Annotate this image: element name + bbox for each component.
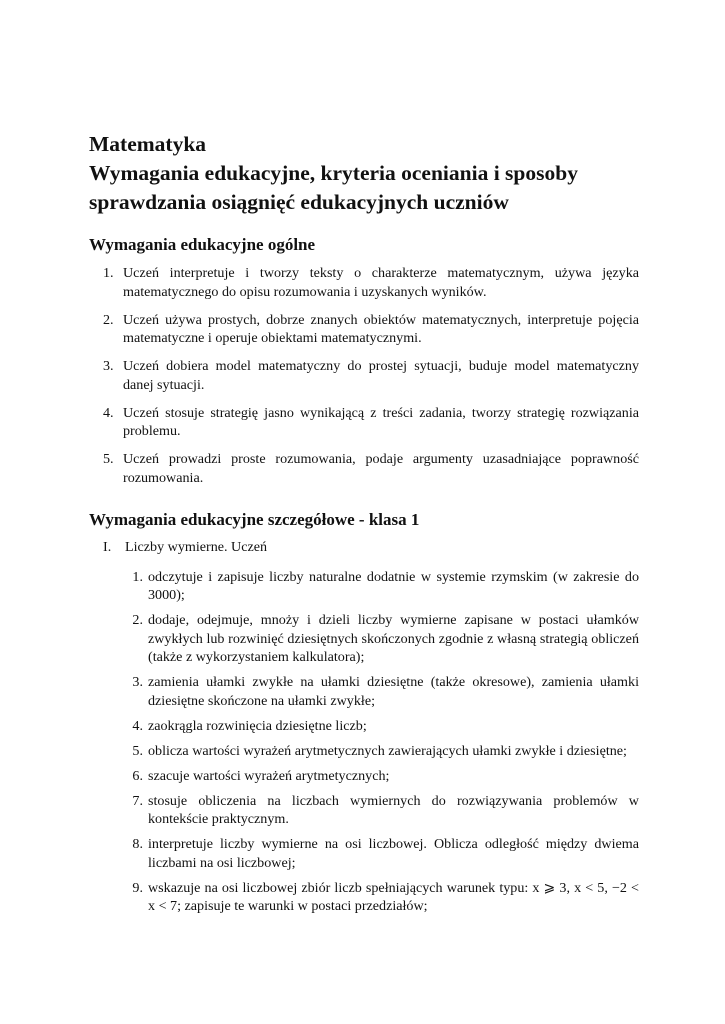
item-number: 5. (103, 451, 114, 467)
list-item (125, 792, 639, 829)
document-title (89, 130, 639, 217)
list-item (125, 767, 639, 786)
item-number: 9. (132, 879, 143, 896)
item-text: odczytuje i zapisuje liczby naturalne dodatnie w systemie rzymskim (w zakresie do 3000); (148, 568, 639, 603)
item-text: interpretuje liczby wymierne na osi liczbowej. Oblicza odległość między dwiema liczbami na osi liczbowej; (148, 836, 639, 871)
detailed-requirements-heading: Wymagania edukacyjne szczegółowe - klasa 1 (89, 510, 420, 529)
item-text: szacuje wartości wyrażeń arytmetycznych; (148, 767, 390, 784)
general-requirements-heading: Wymagania edukacyjne ogólne (89, 235, 316, 254)
item-number: 1. (103, 265, 114, 281)
item-text: dodaje, odejmuje, mnoży i dzieli liczby wymierne zapisane w postaci ułamków zwykłych lub rozwinięć dziesiętnych skończonych zgodnie z własną strategią obliczeń (także z wykorzystaniem kalkulatora); (148, 612, 639, 665)
item-number: 1. (132, 568, 143, 585)
item-text: Uczeń interpretuje i tworzy teksty o charakterze matematycznym, używa języka matematycznego do opisu rozumowania i uzyskanych wyników. (123, 265, 639, 300)
list-item (125, 742, 639, 761)
item-number: 3. (103, 358, 114, 374)
item-number: 8. (132, 836, 143, 852)
detailed-requirements-list (125, 568, 639, 916)
item-text: oblicza wartości wyrażeń arytmetycznych zawierających ułamki zwykłe i dziesiętne; (148, 742, 627, 759)
list-item (125, 611, 639, 667)
item-text: stosuje obliczenia na liczbach wymiernych do rozwiązywania problemów w kontekście praktycznym. (148, 792, 639, 827)
list-item (125, 568, 639, 605)
section-label: Liczby wymierne. Uczeń (125, 539, 268, 555)
title-line-1: Matematyka (89, 132, 207, 156)
item-number: 7. (132, 792, 143, 809)
detailed-sections-list (89, 538, 639, 916)
list-item (89, 404, 639, 441)
item-number: 5. (132, 742, 143, 759)
item-text: zaokrągla rozwinięcia dziesiętne liczb; (148, 717, 367, 734)
list-item (125, 835, 639, 872)
item-text: Uczeń stosuje strategię jasno wynikającą z treści zadania, tworzy strategię rozwiązania problemu. (123, 404, 639, 439)
list-item (125, 717, 639, 736)
item-number: 4. (103, 404, 114, 421)
item-text: wskazuje na osi liczbowej zbiór liczb spełniających warunek typu: x ⩾ 3, x < 5, −2 < x < 7; zapisuje te warunki w postaci przedziałów; (148, 879, 639, 914)
list-item (89, 311, 639, 348)
item-number: 6. (132, 767, 143, 784)
item-number: 2. (103, 311, 114, 328)
document-page (89, 130, 639, 922)
list-item (125, 879, 639, 916)
list-item (89, 357, 639, 394)
list-item (89, 450, 639, 487)
item-number: 3. (132, 674, 143, 690)
title-line-3: sprawdzania osiągnięć edukacyjnych uczniów (89, 190, 509, 214)
general-requirements-list (89, 264, 639, 487)
title-line-2: Wymagania edukacyjne, kryteria oceniania i sposoby (89, 161, 578, 185)
item-number: 4. (132, 717, 143, 734)
section-rational-numbers (89, 538, 639, 916)
list-item (125, 673, 639, 710)
item-text: zamienia ułamki zwykłe na ułamki dziesiętne (także okresowe), zamienia ułamki dziesiętne skończone na ułamki zwykłe; (148, 674, 639, 709)
list-item (89, 264, 639, 301)
item-number: 2. (132, 612, 143, 628)
section-number: I. (103, 539, 112, 555)
item-text: Uczeń używa prostych, dobrze znanych obiektów matematycznych, interpretuje pojęcia matematyczne i operuje obiektami matematycznymi. (123, 311, 639, 346)
item-text: Uczeń prowadzi proste rozumowania, podaje argumenty uzasadniające poprawność rozumowania. (123, 451, 639, 486)
item-text: Uczeń dobiera model matematyczny do prostej sytuacji, buduje model matematyczny danej sytuacji. (123, 358, 639, 393)
